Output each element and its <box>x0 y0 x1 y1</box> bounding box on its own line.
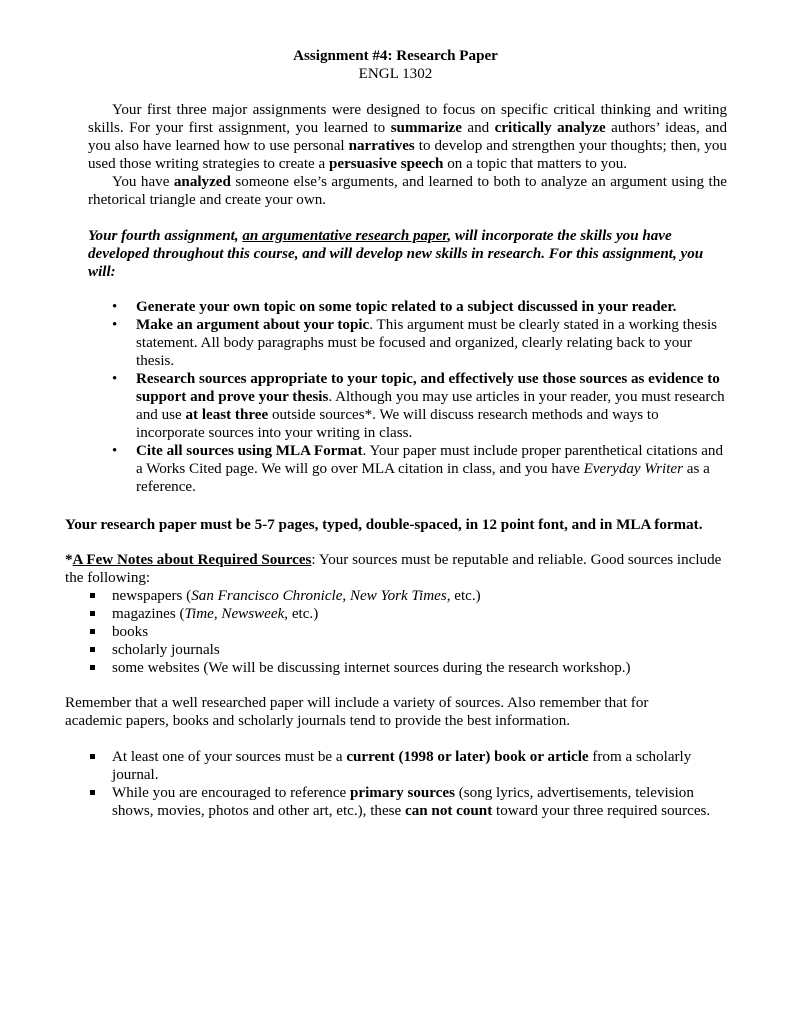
course-code: ENGL 1302 <box>358 66 433 82</box>
list-item: • Make an argument about your topic. This argument must be clearly stated in a working thesis statement. All body paragraphs must be focused and organized, clearly relating back to your thesis. <box>112 316 727 370</box>
intro-paragraph: Your first three major assignments were designed to focus on specific critical thinking and writing skills. For your first assignment, you learned to summarize and critically analyze authors’ ideas, and you also have learned how to use personal narratives to develop and strengthen your thoughts; then, you used those writing strategies to create a persuasive speech on a topic that matters to you. <box>88 102 728 172</box>
paper-requirements: Your research paper must be 5-7 pages, typed, double-spaced, in 12 point font, and in MLA format. <box>65 517 703 533</box>
remember-paragraph: Remember that a well researched paper will include a variety of sources. Also remember that for academic papers, books and scholarly journals tend to provide the best information. <box>65 695 649 729</box>
list-item: books <box>88 623 728 641</box>
source-rules-list <box>88 748 714 820</box>
list-item: While you are encouraged to reference primary sources (song lyrics, advertisements, television shows, movies, photos and other art, etc.), these can not count toward your three required sources. <box>88 784 714 820</box>
list-item: newspapers (San Francisco Chronicle, New York Times, etc.) <box>88 587 728 605</box>
list-item: some websites (We will be discussing internet sources during the research workshop.) <box>88 659 728 677</box>
list-item: magazines (Time, Newsweek, etc.) <box>88 605 728 623</box>
list-item: At least one of your sources must be a current (1998 or later) book or article from a scholarly journal. <box>88 748 714 784</box>
sources-notes-heading: A Few Notes about Required Sources <box>72 552 312 568</box>
list-item: • Generate your own topic on some topic related to a subject discussed in your reader. <box>112 298 727 316</box>
analysis-paragraph: You have analyzed someone else’s arguments, and learned to both to analyze an argument using the rhetorical triangle and create your own. <box>88 174 727 208</box>
assignment-title: Assignment #4: Research Paper <box>293 48 498 64</box>
list-item: • Research sources appropriate to your topic, and effectively use those sources as evidence to support and prove your thesis. Although you may use articles in your reader, you must research and use at least three outside sources*. We will discuss research methods and ways to incorporate sources into your writing in class. <box>112 370 727 442</box>
assignment-goals-list <box>112 298 727 496</box>
sources-notes-paragraph: *A Few Notes about Required Sources: Your sources must be reputable and reliable. Good sources include the following: <box>65 552 722 586</box>
assignment-task-paragraph: Your fourth assignment, an argumentative research paper, will incorporate the skills you have developed throughout this course, and will develop new skills in research. For this assignment, you will: <box>88 228 704 280</box>
source-types-list <box>88 587 728 677</box>
list-item: scholarly journals <box>88 641 728 659</box>
list-item: • Cite all sources using MLA Format. Your paper must include proper parenthetical citations and a Works Cited page. We will go over MLA citation in class, and you have Everyday Writer as a reference. <box>112 442 727 496</box>
